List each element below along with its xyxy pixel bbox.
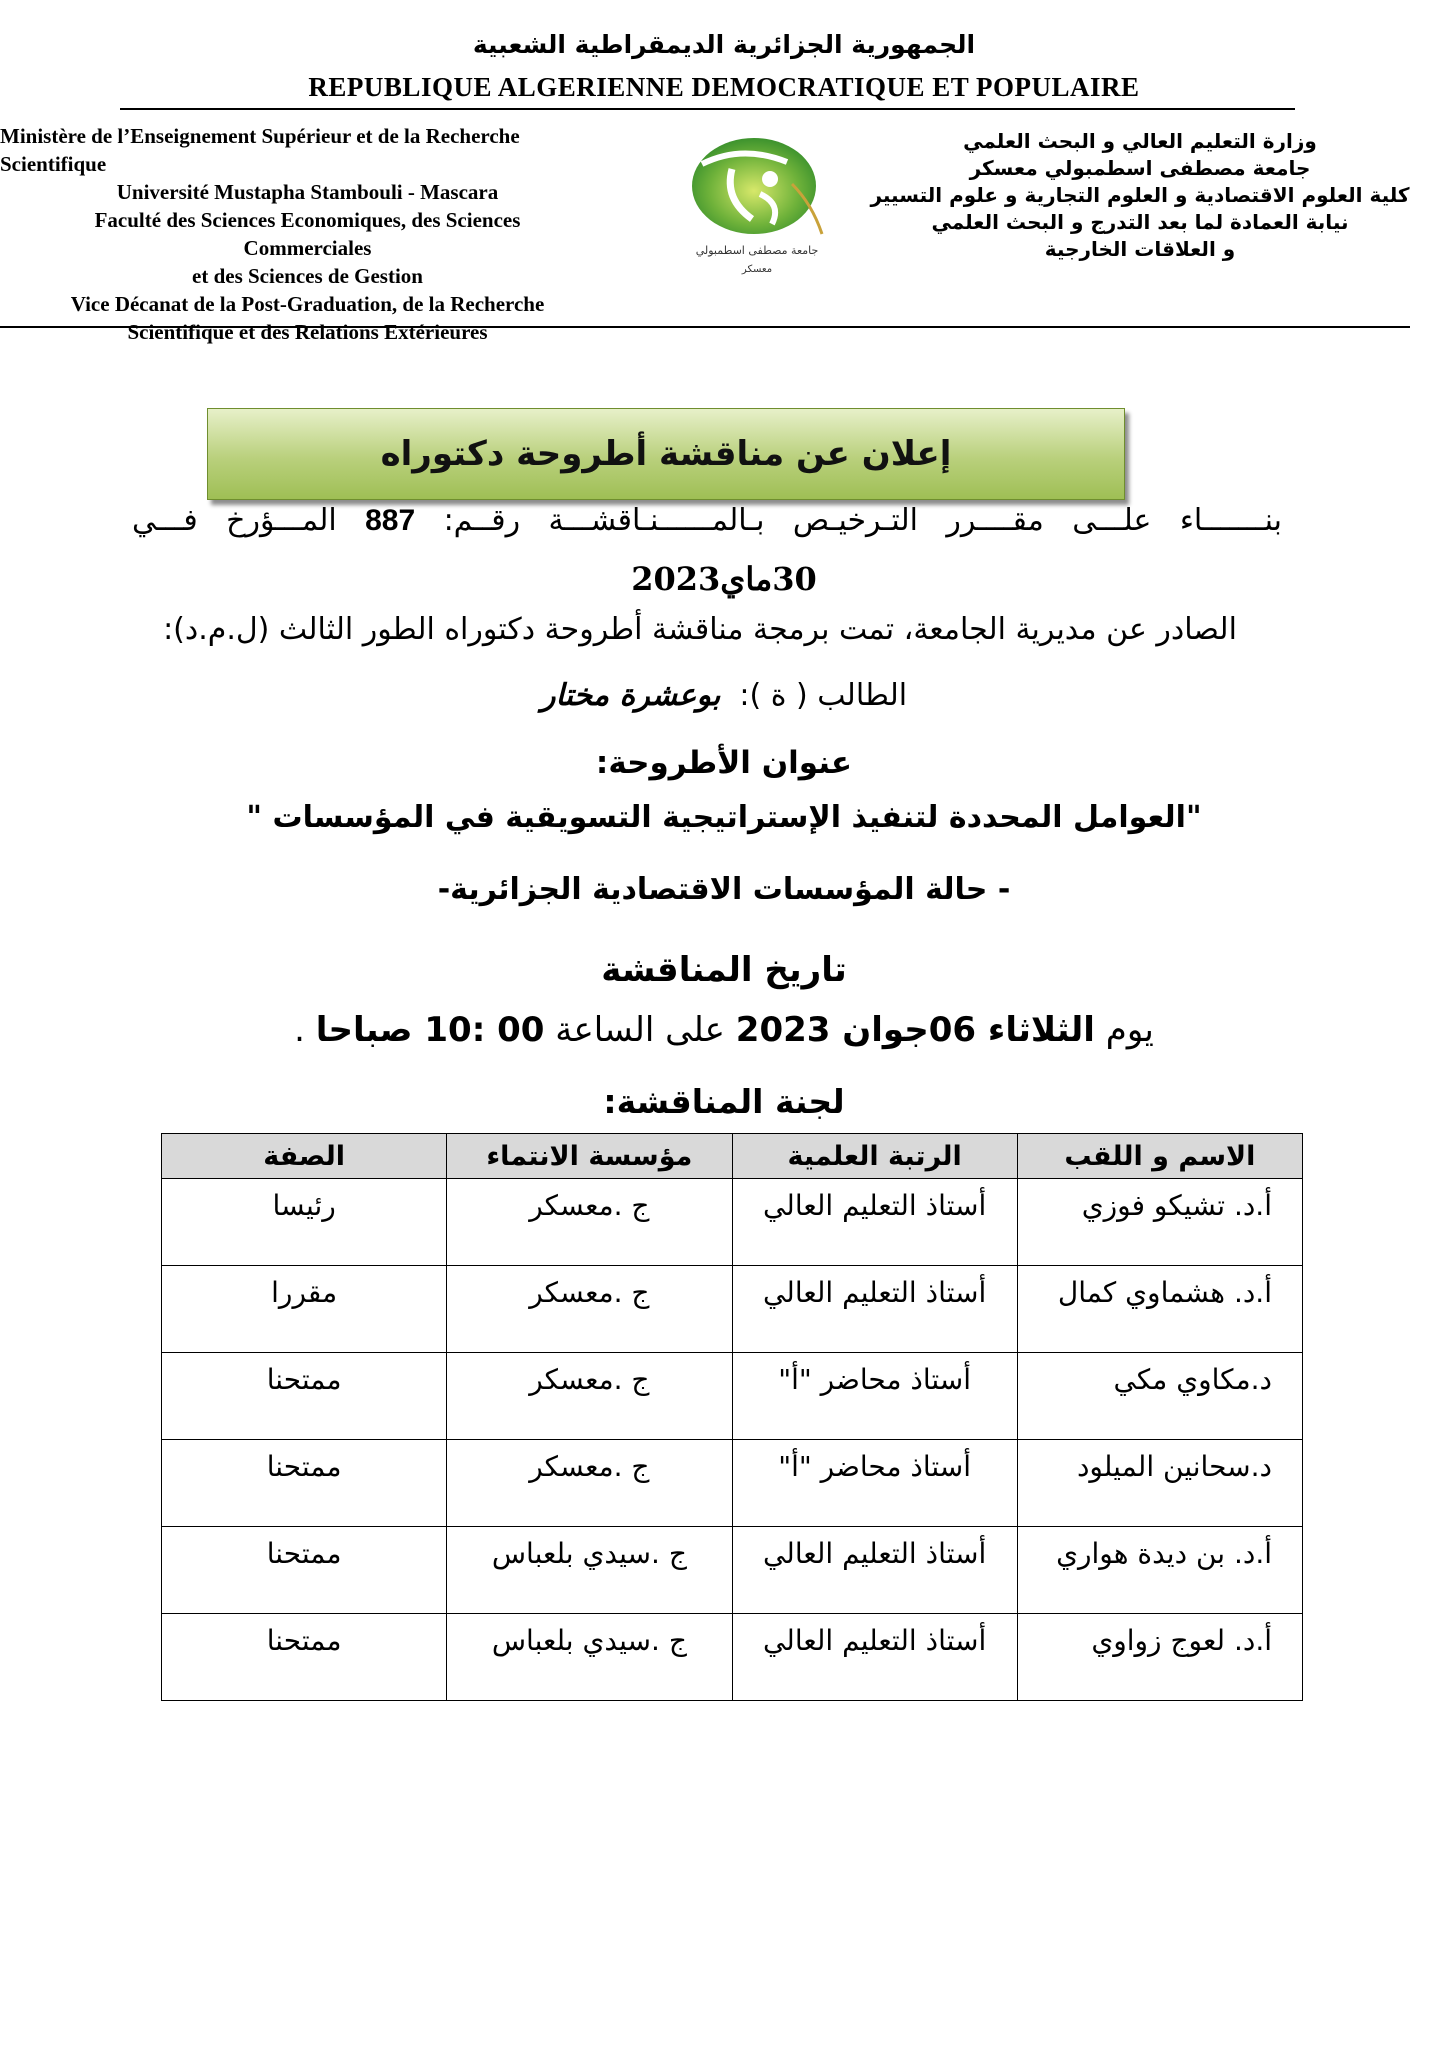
header-name: الاسم و اللقب <box>1017 1134 1302 1179</box>
programming-paragraph: الصادر عن مديرية الجامعة، تمت برمجة مناقشة أطروحة دكتوراه الطور الثالث (ل.م.د): <box>163 612 1237 647</box>
member-rank: أستاذ محاضر "أ" <box>732 1440 1017 1527</box>
french-vice-deanery-line: Vice Décanat de la Post-Graduation, de la Recherche <box>70 292 545 316</box>
decision-number: 887 <box>365 504 416 537</box>
decision-paragraph <box>132 503 1282 538</box>
member-rank: أستاذ التعليم العالي <box>732 1266 1017 1353</box>
table-row <box>162 1440 1303 1527</box>
member-name: أ.د. هشماوي كمال <box>1017 1266 1302 1353</box>
header-rank: الرتبة العلمية <box>732 1134 1017 1179</box>
defense-day: الثلاثاء 06جوان 2023 <box>735 1010 1095 1050</box>
french-faculty-line: Faculté des Sciences Economiques, des Sciences <box>94 208 521 232</box>
header-french-block <box>0 122 620 344</box>
member-role: مقررا <box>162 1266 447 1353</box>
arabic-ministry-line: وزارة التعليم العالي و البحث العلمي <box>963 129 1317 153</box>
member-institution: ج .معسكر <box>447 1266 732 1353</box>
member-institution: ج .معسكر <box>447 1179 732 1266</box>
thesis-subtitle: - حالة المؤسسات الاقتصادية الجزائرية- <box>437 872 1011 907</box>
table-row <box>162 1179 1303 1266</box>
french-university-line: Université Mustapha Stambouli - Mascara <box>116 180 499 204</box>
arabic-university-line: جامعة مصطفى اسطمبولي معسكر <box>969 156 1311 180</box>
decision-prefix: بنـــــــاء علـــى مقــــرر التـرخيـص بـالمــــــنـاقشـــة رقــم: <box>415 503 1283 538</box>
table-row <box>162 1266 1303 1353</box>
table-row <box>162 1353 1303 1440</box>
student-line <box>0 678 1448 713</box>
arabic-vice-deanery-line: نيابة العمادة لما بعد التدرج و البحث العلمي <box>931 210 1349 234</box>
member-name: د.مكاوي مكي <box>1017 1353 1302 1440</box>
thesis-label: عنوان الأطروحة: <box>595 745 853 781</box>
table-row <box>162 1527 1303 1614</box>
member-institution: ج .سيدي بلعباس <box>447 1527 732 1614</box>
member-role: رئيسا <box>162 1179 447 1266</box>
member-name: أ.د. تشيكو فوزي <box>1017 1179 1302 1266</box>
defense-time: 00 :10 صباحا <box>315 1010 545 1050</box>
member-rank: أستاذ محاضر "أ" <box>732 1353 1017 1440</box>
logo-caption-2: معسكر <box>741 264 773 275</box>
defense-time-prefix: على الساعة <box>544 1010 736 1050</box>
french-vice-deanery-line-2: Scientifique et des Relations Extérieures <box>127 320 488 344</box>
member-rank: أستاذ التعليم العالي <box>732 1614 1017 1701</box>
header-institution: مؤسسة الانتماء <box>447 1134 732 1179</box>
announcement-banner: إعلان عن مناقشة أطروحة دكتوراه <box>207 408 1125 500</box>
french-ministry-line-2: Scientifique <box>0 152 107 176</box>
university-logo <box>672 124 842 284</box>
committee-table <box>161 1133 1303 1701</box>
defense-day-prefix: يوم <box>1094 1010 1154 1050</box>
committee-header-row <box>162 1134 1303 1179</box>
header-role: الصفة <box>162 1134 447 1179</box>
decision-date: 30ماي2023 <box>631 560 817 598</box>
thesis-title: "العوامل المحددة لتنفيذ الإستراتيجية التسويقية في المؤسسات " <box>246 800 1202 835</box>
student-label: الطالب ( ة ): <box>739 678 908 713</box>
member-rank: أستاذ التعليم العالي <box>732 1527 1017 1614</box>
decision-suffix: المـــؤرخ فـــي <box>132 503 366 538</box>
member-role: ممتحنا <box>162 1440 447 1527</box>
member-role: ممتحنا <box>162 1353 447 1440</box>
header-divider-bottom <box>0 326 1410 328</box>
member-institution: ج .سيدي بلعباس <box>447 1614 732 1701</box>
committee-label: لجنة المناقشة: <box>603 1082 845 1121</box>
member-institution: ج .معسكر <box>447 1353 732 1440</box>
defense-end: . <box>294 1010 316 1050</box>
member-role: ممتحنا <box>162 1527 447 1614</box>
member-name: د.سحانين الميلود <box>1017 1440 1302 1527</box>
member-rank: أستاذ التعليم العالي <box>732 1179 1017 1266</box>
header-french-title: REPUBLIQUE ALGERIENNE DEMOCRATIQUE ET POPULAIRE <box>308 72 1140 102</box>
arabic-vice-deanery-line-2: و العلاقات الخارجية <box>1044 237 1236 261</box>
french-faculty-line-2: Commerciales <box>243 236 372 260</box>
header-arabic-block <box>870 128 1410 263</box>
university-logo-icon <box>672 124 842 284</box>
member-institution: ج .معسكر <box>447 1440 732 1527</box>
defense-date-label: تاريخ المناقشة <box>601 950 847 990</box>
member-name: أ.د. لعوج زواوي <box>1017 1614 1302 1701</box>
arabic-faculty-line: كلية العلوم الاقتصادية و العلوم التجارية و علوم التسيير <box>870 183 1410 207</box>
member-role: ممتحنا <box>162 1614 447 1701</box>
french-faculty-line-3: et des Sciences de Gestion <box>192 264 423 288</box>
table-row <box>162 1614 1303 1701</box>
student-name: بوعشرة مختار <box>540 678 721 713</box>
header-divider-top <box>120 108 1295 110</box>
defense-date-line <box>0 1010 1448 1050</box>
french-ministry-line: Ministère de l’Enseignement Supérieur et de la Recherche <box>0 124 520 148</box>
logo-caption-1: جامعة مصطفى اسطمبولي <box>695 244 819 257</box>
member-name: أ.د. بن ديدة هواري <box>1017 1527 1302 1614</box>
header-arabic-title: الجمهورية الجزائرية الديمقراطية الشعبية <box>472 30 976 59</box>
